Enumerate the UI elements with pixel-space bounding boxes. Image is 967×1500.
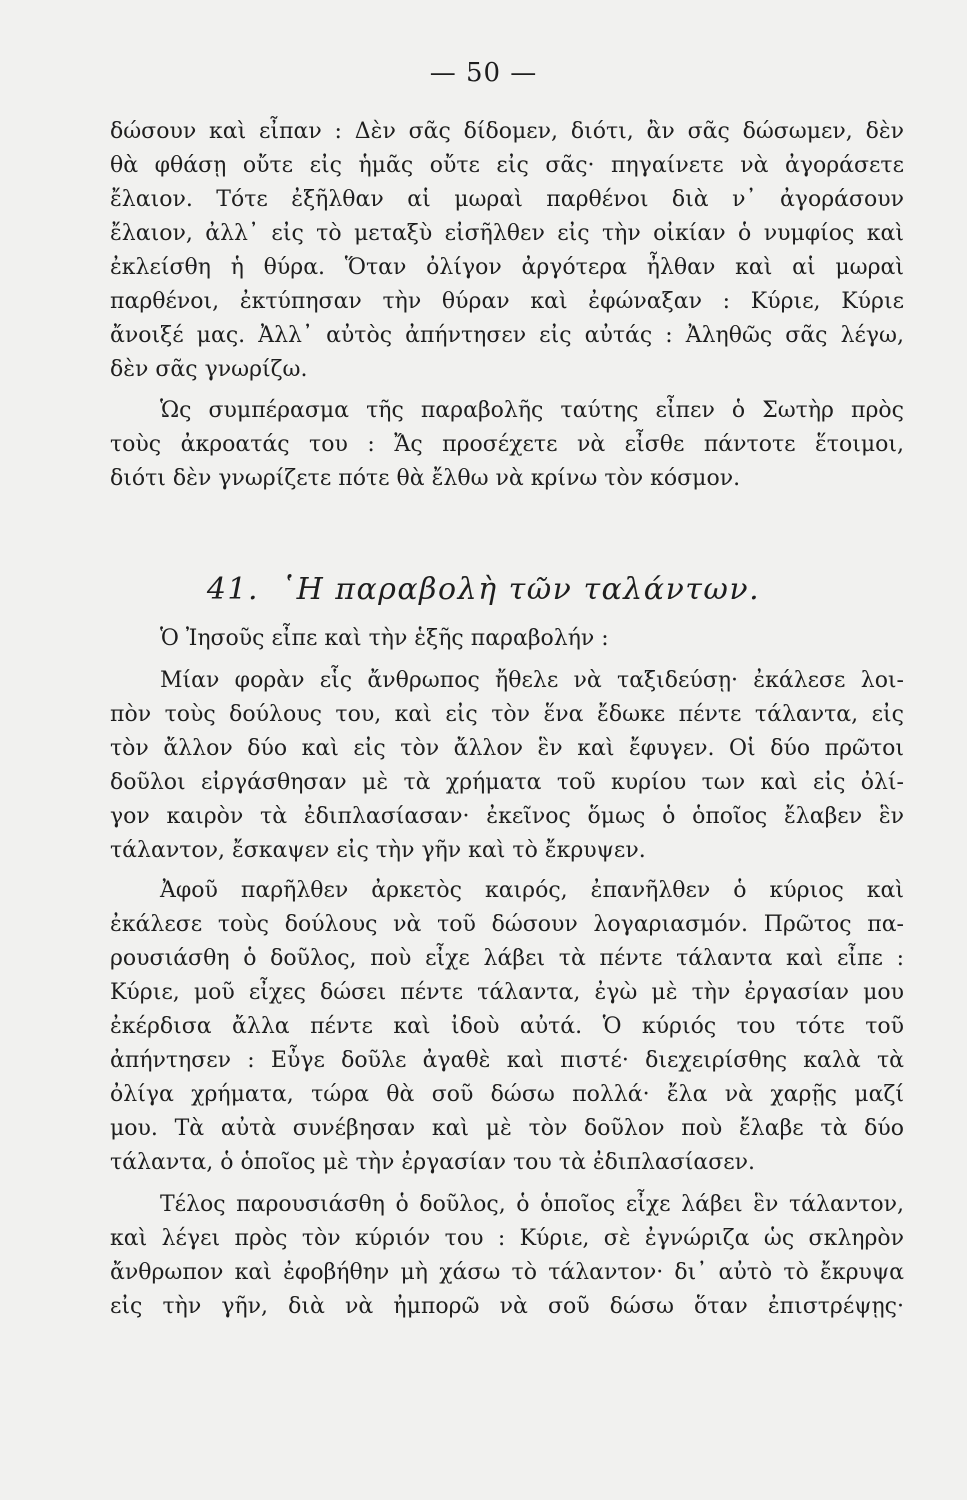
text-line: ρουσιάσθη ὁ δοῦλος, ποὺ εἶχε λάβει τὰ πέντε τάλαντα καὶ εἶπε :: [110, 946, 904, 971]
text-line: Ἀφοῦ παρῆλθεν ἀρκετὸς καιρός, ἐπανῆλθεν ὁ κύριος καὶ: [160, 878, 904, 903]
text-line: τὸν ἄλλον δύο καὶ εἰς τὸν ἄλλον ἓν καὶ ἔφυγεν. Οἱ δύο πρῶτοι: [110, 736, 904, 761]
text-line: Τέλος παρουσιάσθη ὁ δοῦλος, ὁ ὁποῖος εἶχε λάβει ἓν τάλαντον,: [160, 1192, 904, 1217]
text-line: τοὺς ἀκροατάς του : Ἄς προσέχετε νὰ εἶσθε πάντοτε ἕτοιμοι,: [110, 432, 904, 457]
section-heading: [0, 572, 967, 607]
text-line: τάλαντον, ἔσκαψεν εἰς τὴν γῆν καὶ τὸ ἔκρυψεν.: [110, 838, 646, 863]
text-line: καὶ λέγει πρὸς τὸν κύριόν του : Κύριε, σὲ ἐγνώριζα ὡς σκληρὸν: [110, 1226, 904, 1251]
text-line: εἰς τὴν γῆν, διὰ νὰ ἠμπορῶ νὰ σοῦ δώσω ὅταν ἐπιστρέψῃς·: [110, 1294, 904, 1319]
text-line: ὀλίγα χρήματα, τώρα θὰ σοῦ δώσω πολλά· ἔλα νὰ χαρῇς μαζί: [110, 1082, 904, 1107]
text-line: παρθένοι, ἐκτύπησαν τὴν θύραν καὶ ἐφώναξαν : Κύριε, Κύριε: [110, 289, 904, 314]
text-line: μου. Τὰ αὐτὰ συνέβησαν καὶ μὲ τὸν δοῦλον ποὺ ἔλαβε τὰ δύο: [110, 1116, 904, 1141]
text-line: ἐκέρδισα ἄλλα πέντε καὶ ἰδοὺ αὐτά. Ὁ κύριός του τότε τοῦ: [110, 1014, 904, 1039]
text-line: ἔλαιον. Τότε ἐξῆλθαν αἱ μωραὶ παρθένοι διὰ ν᾽ ἀγοράσουν: [110, 187, 904, 212]
text-line: δὲν σᾶς γνωρίζω.: [110, 357, 308, 382]
section-title: ῾Η παραβολὴ τῶν ταλάντων.: [280, 572, 761, 607]
text-line: δοῦλοι εἰργάσθησαν μὲ τὰ χρήματα τοῦ κυρίου των καὶ εἰς ὀλί-: [110, 770, 904, 795]
text-line: Κύριε, μοῦ εἶχες δώσει πέντε τάλαντα, ἐγὼ μὲ τὴν ἐργασίαν μου: [110, 980, 904, 1005]
text-line: θὰ φθάσῃ οὔτε εἰς ἡμᾶς οὔτε εἰς σᾶς· πηγαίνετε νὰ ἀγοράσετε: [110, 153, 904, 178]
text-line: ἀπήντησεν : Εὖγε δοῦλε ἀγαθὲ καὶ πιστέ· διεχειρίσθης καλὰ τὰ: [110, 1048, 904, 1073]
text-line: τάλαντα, ὁ ὁποῖος μὲ τὴν ἐργασίαν του τὰ ἐδιπλασίασεν.: [110, 1150, 756, 1175]
text-line: ἄνθρωπον καὶ ἐφοβήθην μὴ χάσω τὸ τάλαντον· δι᾽ αὐτὸ τὸ ἔκρυψα: [110, 1260, 904, 1285]
text-line: πὸν τοὺς δούλους του, καὶ εἰς τὸν ἕνα ἔδωκε πέντε τάλαντα, εἰς: [110, 702, 904, 727]
text-line: Ὁ Ἰησοῦς εἶπε καὶ τὴν ἑξῆς παραβολήν :: [160, 626, 609, 651]
text-line: γον καιρὸν τὰ ἐδιπλασίασαν· ἐκεῖνος ὅμως ὁ ὁποῖος ἔλαβεν ἓν: [110, 804, 904, 829]
section-number: 41.: [206, 572, 260, 607]
text-line: Μίαν φορὰν εἷς ἄνθρωπος ἤθελε νὰ ταξιδεύσῃ· ἐκάλεσε λοι-: [160, 668, 904, 693]
text-line: διότι δὲν γνωρίζετε πότε θὰ ἔλθω νὰ κρίνω τὸν κόσμον.: [110, 466, 741, 491]
text-line: Ὡς συμπέρασμα τῆς παραβολῆς ταύτης εἶπεν ὁ Σωτὴρ πρὸς: [160, 398, 904, 423]
text-line: ἄνοιξέ μας. Ἀλλ᾽ αὐτὸς ἀπήντησεν εἰς αὐτάς : Ἀληθῶς σᾶς λέγω,: [110, 323, 904, 348]
text-line: δώσουν καὶ εἶπαν : Δὲν σᾶς δίδομεν, διότι, ἂν σᾶς δώσωμεν, δὲν: [110, 119, 904, 144]
text-line: ἔλαιον, ἀλλ᾽ εἰς τὸ μεταξὺ εἰσῆλθεν εἰς τὴν οἰκίαν ὁ νυμφίος καὶ: [110, 221, 904, 246]
page-number: — 50 —: [429, 58, 538, 88]
text-line: ἐκλείσθη ἡ θύρα. Ὅταν ὀλίγον ἀργότερα ἦλθαν καὶ αἱ μωραὶ: [110, 255, 904, 280]
text-line: ἐκάλεσε τοὺς δούλους νὰ τοῦ δώσουν λογαριασμόν. Πρῶτος πα-: [110, 912, 904, 937]
